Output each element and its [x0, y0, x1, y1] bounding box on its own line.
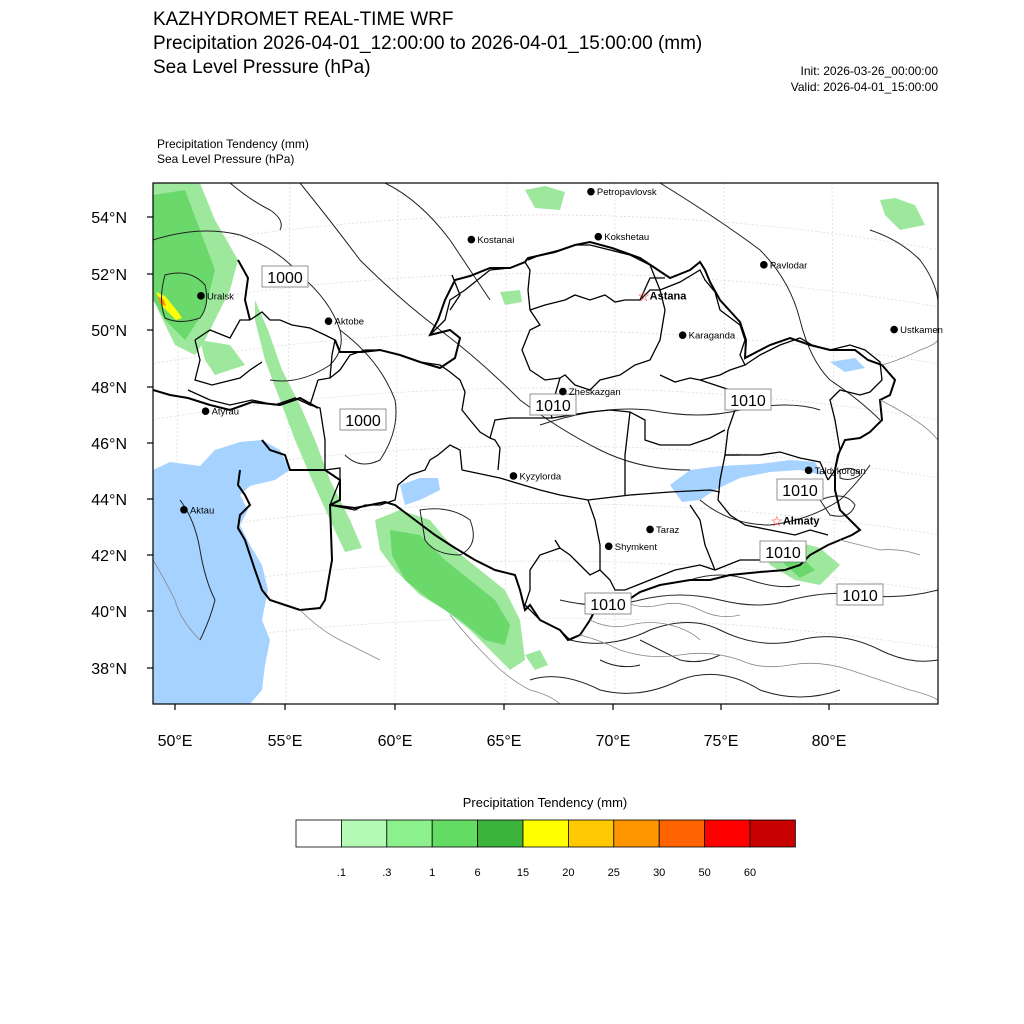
city-label: Taldykorgan: [814, 465, 866, 477]
lat-label: 44°N: [91, 492, 127, 509]
colorbar-level-label: .3: [382, 867, 392, 879]
city-dot: [202, 407, 210, 415]
colorbar-level-label: 1: [429, 867, 436, 879]
svg-text:1010: 1010: [765, 545, 801, 562]
city-dot: [180, 506, 188, 514]
svg-text:1010: 1010: [590, 597, 626, 614]
city-zheskazgan: [559, 387, 621, 398]
city-label: Kyzylorda: [519, 471, 562, 483]
city-label: Aktau: [189, 505, 215, 517]
city-taraz: [646, 525, 679, 536]
city-dot: [760, 261, 768, 269]
lon-label: 60°E: [377, 733, 413, 750]
colorbar-swatch: [568, 820, 613, 847]
colorbar-swatch: [705, 820, 750, 847]
colorbar-level-label: 20: [562, 867, 575, 879]
slp-contours: [153, 183, 938, 697]
svg-text:1000: 1000: [345, 413, 381, 430]
header-title: KAZHYDROMET REAL-TIME WRF: [153, 9, 454, 30]
colorbar-level-label: 25: [607, 867, 620, 879]
city-label: Astana: [649, 290, 687, 303]
colorbar-swatch: [614, 820, 659, 847]
city-markers: [180, 187, 943, 553]
colorbar: [296, 820, 795, 847]
lat-label: 48°N: [91, 380, 127, 397]
svg-text:1010: 1010: [730, 393, 766, 410]
city-dot: [890, 326, 898, 334]
svg-text:1010: 1010: [535, 398, 571, 415]
graticule: [150, 183, 940, 704]
lon-label: 55°E: [267, 733, 303, 750]
map-frame: [153, 183, 938, 704]
contour-label: [725, 389, 771, 410]
contour-label: [585, 593, 631, 614]
contour-label: [760, 541, 806, 562]
svg-text:1010: 1010: [842, 588, 878, 605]
map-plot-area: [150, 183, 940, 704]
colorbar-swatch: [750, 820, 795, 847]
colorbar-swatch: [659, 820, 704, 847]
colorbar-level-label: 60: [743, 867, 757, 879]
city-dot: [646, 526, 654, 534]
colorbar-swatch: [296, 820, 341, 847]
colorbar-title: Precipitation Tendency (mm): [462, 795, 628, 810]
city-label: Petropavlovsk: [596, 187, 657, 199]
lon-label: 50°E: [157, 733, 193, 750]
city-ustkamen: [890, 325, 943, 336]
contour-label: [837, 584, 883, 605]
header-precip-period: Precipitation 2026-04-01_12:00:00 to 2026-04-01_15:00:00 (mm): [153, 33, 703, 54]
city-dot: [197, 292, 205, 300]
colorbar-level-label: 30: [653, 867, 666, 879]
contour-label: [340, 409, 386, 430]
city-label: Karaganda: [688, 330, 736, 342]
lat-labels: [91, 210, 127, 678]
city-label: Kokshetau: [604, 232, 650, 244]
capital-star-icon: ☆: [637, 287, 650, 304]
city-dot: [468, 236, 476, 244]
city-label: Kostanai: [477, 235, 515, 247]
city-dot: [587, 188, 595, 196]
city-label: Shymkent: [614, 541, 657, 553]
city-pavlodar: [760, 260, 807, 271]
lon-labels: [158, 733, 847, 750]
city-karaganda: [679, 331, 736, 342]
city-label: Aktobe: [334, 316, 365, 328]
colorbar-swatch: [432, 820, 477, 847]
lat-label: 38°N: [91, 661, 127, 678]
city-almaty: [771, 513, 821, 529]
lat-label: 50°N: [91, 323, 127, 340]
subtitle-slp: Sea Level Pressure (hPa): [157, 152, 295, 166]
city-label: Taraz: [656, 524, 680, 536]
oblast-borders: [188, 245, 882, 640]
city-taldykorgan: [805, 466, 866, 477]
city-dot: [679, 331, 687, 339]
colorbar-swatch: [478, 820, 523, 847]
city-dot: [559, 388, 567, 396]
city-atyrau: [202, 407, 239, 418]
colorbar-swatch: [341, 820, 386, 847]
capital-star-icon: ☆: [770, 513, 784, 530]
city-astana: [637, 288, 687, 304]
city-kyzylorda: [510, 471, 562, 482]
colorbar-swatch: [523, 820, 568, 847]
lat-label: 42°N: [91, 548, 127, 565]
city-label: Ustkamen: [900, 325, 943, 337]
city-label: Atyrau: [211, 406, 240, 418]
city-dot: [594, 233, 602, 241]
svg-text:1000: 1000: [267, 270, 303, 287]
colorbar-level-label: .1: [336, 867, 346, 879]
city-petropavlovsk: [587, 187, 657, 198]
city-label: Pavlodar: [769, 260, 808, 272]
subtitle-precip: Precipitation Tendency (mm): [157, 137, 309, 151]
city-shymkent: [605, 542, 657, 553]
colorbar-level-label: 50: [698, 867, 711, 879]
colorbar-level-label: 6: [474, 867, 481, 879]
lon-label: 75°E: [703, 733, 739, 750]
lat-label: 52°N: [91, 267, 127, 284]
city-dot: [510, 472, 518, 480]
lat-label: 46°N: [91, 436, 127, 453]
contour-label: [777, 479, 823, 500]
lat-label: 40°N: [91, 604, 127, 621]
lat-label: 54°N: [91, 210, 127, 227]
lon-label: 65°E: [486, 733, 522, 750]
valid-time: Valid: 2026-04-01_15:00:00: [790, 80, 938, 94]
header-slp: Sea Level Pressure (hPa): [153, 57, 371, 78]
city-aktobe: [325, 317, 364, 328]
city-kokshetau: [594, 232, 649, 243]
city-dot: [605, 543, 613, 551]
svg-text:1010: 1010: [782, 483, 818, 500]
lon-label: 70°E: [595, 733, 631, 750]
city-dot: [805, 467, 813, 475]
colorbar-swatch: [387, 820, 432, 847]
init-time: Init: 2026-03-26_00:00:00: [800, 64, 938, 78]
lon-label: 80°E: [811, 733, 847, 750]
city-kostanai: [468, 235, 515, 246]
city-label: Zheskazgan: [568, 387, 621, 399]
colorbar-level-label: 15: [516, 867, 530, 879]
city-label: Uralsk: [206, 291, 234, 303]
contour-label: [262, 266, 308, 287]
city-label: Almaty: [782, 515, 820, 528]
city-dot: [325, 317, 333, 325]
